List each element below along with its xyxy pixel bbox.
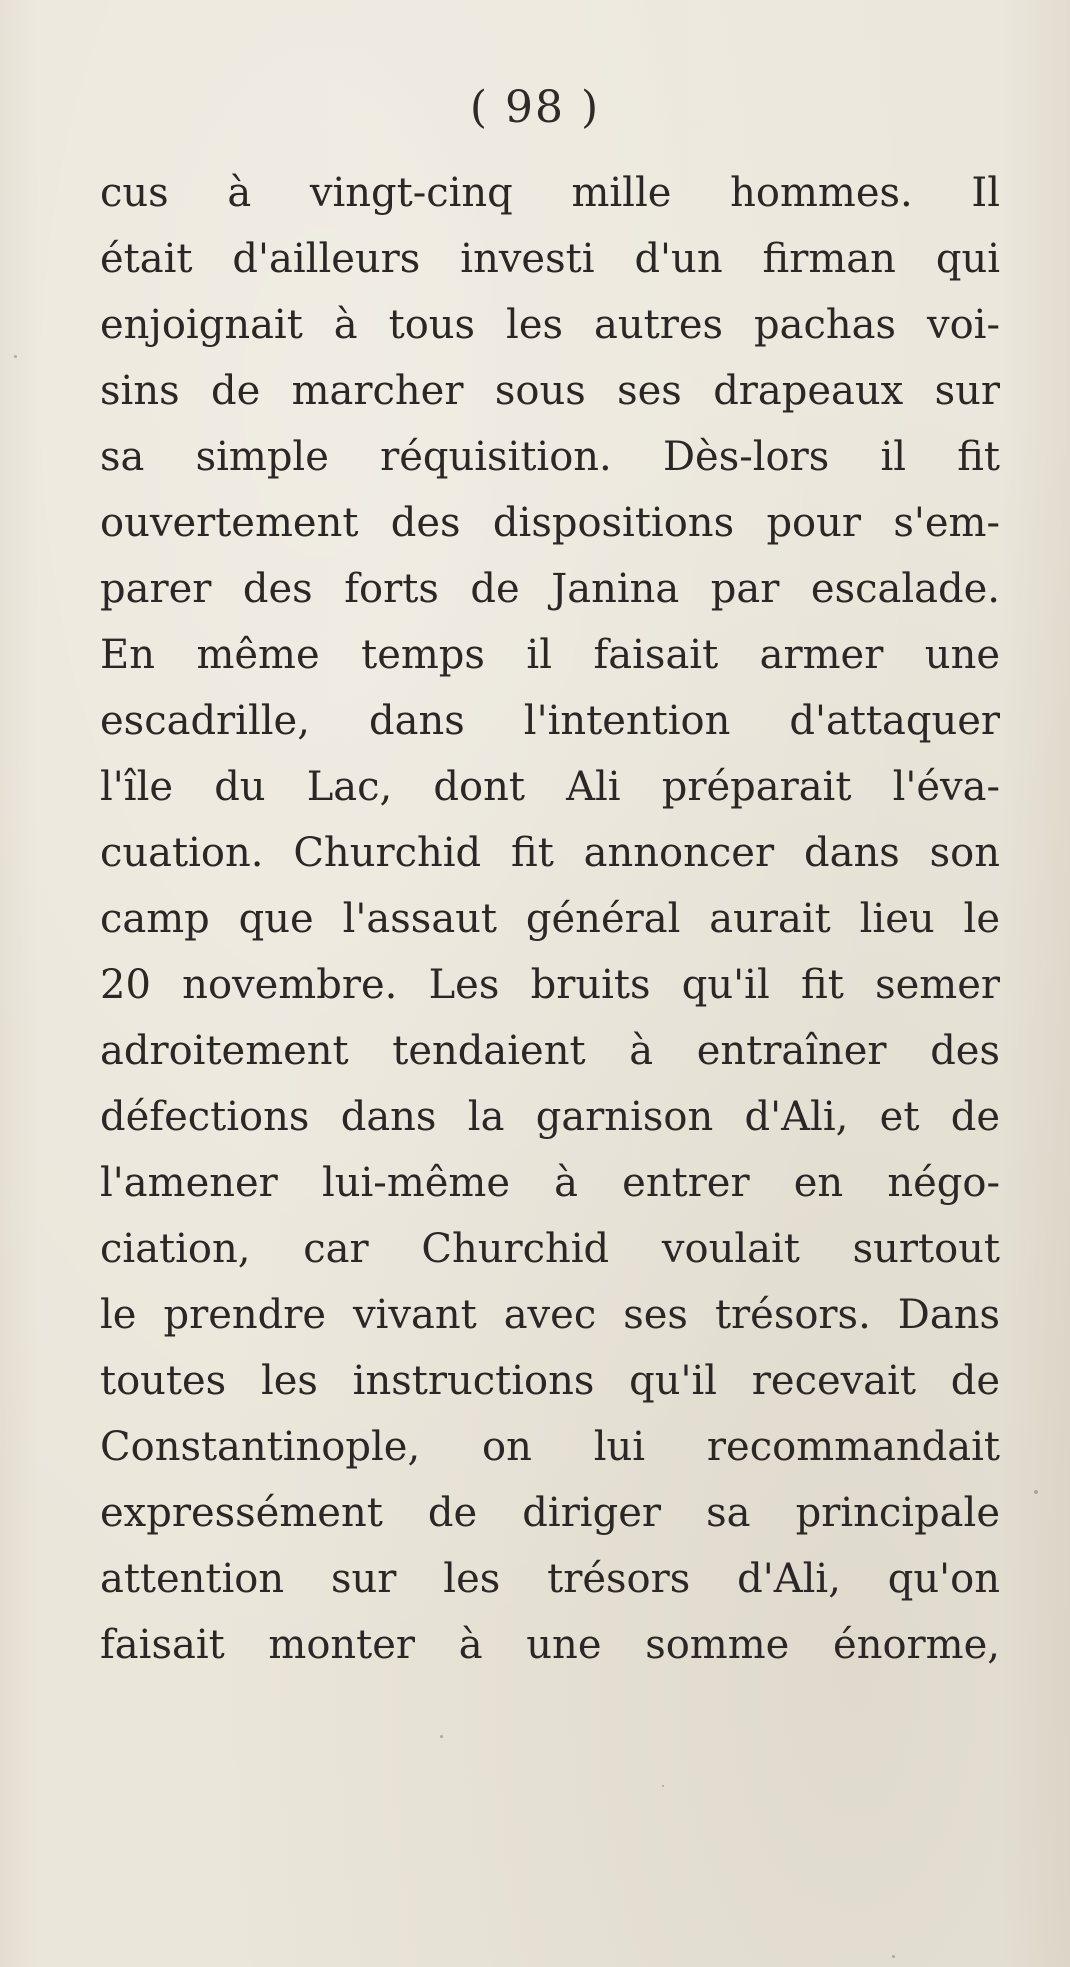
- text-line: cuation. Churchid fit annoncer dans son: [100, 830, 1000, 876]
- text-line: faisait monter à une somme énorme,: [100, 1622, 1000, 1668]
- paper-speck: [440, 1735, 443, 1738]
- text-line: cus à vingt-cinq mille hommes. Il: [100, 170, 1000, 216]
- text-line: l'île du Lac, dont Ali préparait l'éva-: [100, 764, 1000, 810]
- text-line: attention sur les trésors d'Ali, qu'on: [100, 1556, 1000, 1602]
- text-line: le prendre vivant avec ses trésors. Dans: [100, 1292, 1000, 1338]
- text-line: toutes les instructions qu'il recevait de: [100, 1358, 1000, 1404]
- paper-speck: [14, 355, 17, 358]
- text-line: En même temps il faisait armer une: [100, 632, 1000, 678]
- text-line: camp que l'assaut général aurait lieu le: [100, 896, 1000, 942]
- text-line: était d'ailleurs investi d'un firman qui: [100, 236, 1000, 282]
- text-line: expressément de diriger sa principale: [100, 1490, 1000, 1536]
- text-line: 20 novembre. Les bruits qu'il fit semer: [100, 962, 1000, 1008]
- paper-speck: [1034, 1490, 1038, 1494]
- text-line: escadrille, dans l'intention d'attaquer: [100, 698, 1000, 744]
- paper-speck: [662, 1785, 664, 1787]
- text-line: ouvertement des dispositions pour s'em-: [100, 500, 1000, 546]
- text-line: défections dans la garnison d'Ali, et de: [100, 1094, 1000, 1140]
- text-line: ciation, car Churchid voulait surtout: [100, 1226, 1000, 1272]
- text-line: l'amener lui-même à entrer en négo-: [100, 1160, 1000, 1206]
- text-line: sa simple réquisition. Dès-lors il fit: [100, 434, 1000, 480]
- text-line: Constantinople, on lui recommandait: [100, 1424, 1000, 1470]
- body-text: [100, 160, 1000, 1678]
- text-line: enjoignait à tous les autres pachas voi-: [100, 302, 1000, 348]
- page-number: ( 98 ): [469, 82, 601, 133]
- text-line: adroitement tendaient à entraîner des: [100, 1028, 1000, 1074]
- paper-speck: [892, 1955, 895, 1958]
- text-line: parer des forts de Janina par escalade.: [100, 566, 1000, 612]
- text-line: sins de marcher sous ses drapeaux sur: [100, 368, 1000, 414]
